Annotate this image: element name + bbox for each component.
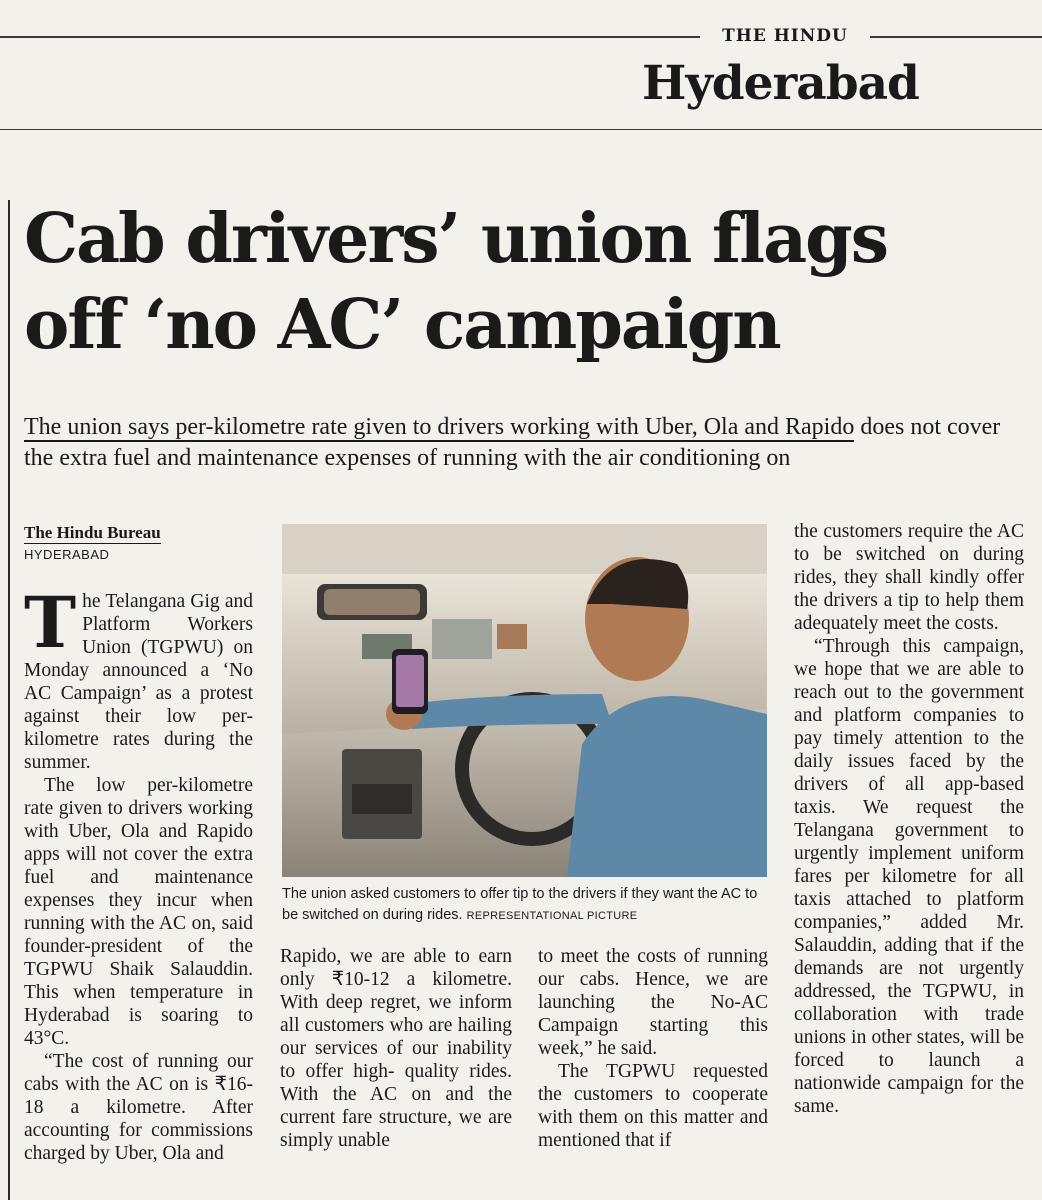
paragraph: The TGPWU requested the customers to cooperate with them on this matter and mentioned that if [538,1061,768,1151]
byline: The Hindu Bureau [24,523,161,542]
article-deck [24,412,1024,474]
photo-caption: The union asked customers to offer tip to the drivers if they want the AC to be switched on during rides. REPRESENTATIONAL PICTURE [282,886,758,923]
article-column-1 [24,581,253,1165]
paragraph: Rapido, we are able to earn only ₹10-12 a kilometre. With deep regret, we inform all customers who are hailing our services of our inability to offer high- quality rides. With the AC on and the current fare structure, we are simply unable [280,946,512,1151]
paragraph: The low per-kilometre rate given to drivers working with Uber, Ola and Rapido apps will not cover the extra fuel and maintenance expenses they incur when running with the AC on, said founder-president of the TGPWU Shaik Salauddin. This when temperature in Hyderabad is soaring to 43°C. [24,775,253,1049]
article-left-bar [8,200,10,1200]
photo-credit: REPRESENTATIONAL PICTURE [466,910,638,922]
paragraph: the customers require the AC to be switched on during rides, they shall kindly offer the drivers a tip to help them adequately meet the costs. [794,521,1024,634]
headline-line-2: off ‘no AC’ campaign [24,285,780,365]
cab-interior-illustration [282,524,767,877]
article-column-2 [280,945,512,1152]
paragraph: “Through this campaign, we hope that we are able to reach out to the government and platform companies to pay timely attention to the daily issues faced by the drivers of all app-based taxis. We request the Telangana government to urgently implement uniform fares per kilometre for all taxis attached to platform companies,” added Mr. Salauddin, adding that if the demands are not urgently addressed, the TGPWU, in collaboration with trade unions in other states, will be forced to launch a nationwide campaign for the same. [794,636,1024,1117]
article-photo [282,524,767,877]
paragraph: “The cost of running our cabs with the AC on is ₹16-18 a kilometre. After accounting for commissions charged by Uber, Ola and [24,1051,253,1164]
headline-line-1: Cab drivers’ union flags [24,199,887,279]
masthead-bottom-rule [0,129,1042,130]
masthead-paper-name: THE HINDU [722,26,848,46]
article-column-3 [538,945,768,1152]
article-column-4 [794,520,1024,1118]
deck-underlined: The union says per-kilometre rate given to drivers working with Uber, Ola and Rapido [24,414,855,440]
paragraph: The Telangana Gig and Platform Workers Union (TGPWU) on Monday announced a ‘No AC Campaign’ as a protest against their low per-kilometre rates during the summer. [24,581,253,773]
headline [24,196,1034,368]
masthead-rule-left [0,36,700,38]
masthead-rule-right [870,36,1042,38]
masthead-city-title: Hyderabad [642,56,919,111]
drop-cap: T [24,581,77,664]
deck-rest: does not cover the extra fuel and maintenance expenses of running with the air conditioning on [24,414,1001,471]
dateline: HYDERABAD [24,547,110,562]
paragraph: to meet the costs of running our cabs. Hence, we are launching the No-AC Campaign starting this week,” he said. [538,946,768,1059]
